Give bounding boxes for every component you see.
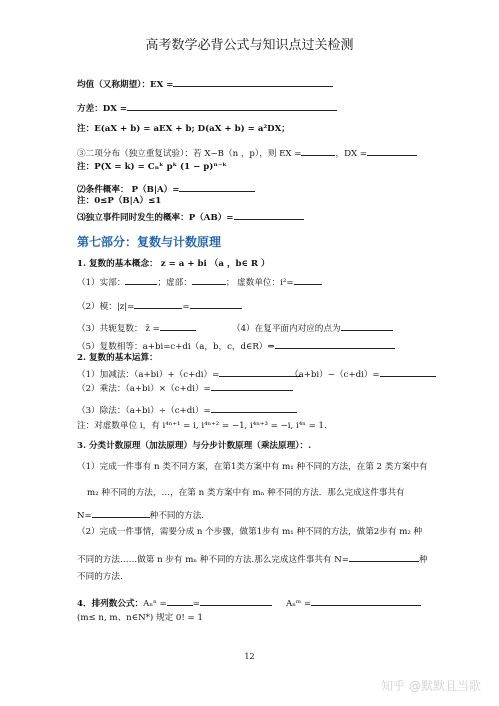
conditional-line bbox=[77, 182, 255, 196]
variance-line bbox=[77, 101, 337, 115]
section-heading: 第七部分：复数与计数原理 bbox=[77, 235, 222, 249]
imag-part-label: ；虚部： bbox=[157, 278, 192, 288]
modulus-line bbox=[77, 299, 242, 313]
conditional-label: ⑵条件概率： P（B|A）= bbox=[77, 185, 180, 195]
conjugate-label: （3）共轭复数： z̄ = bbox=[77, 324, 160, 334]
mean-label: 均值（又称期望）：EX = bbox=[77, 80, 174, 90]
answer-blank bbox=[275, 339, 395, 349]
complex-heading-1: 1. 复数的基本概念： z = a + bi （a ，b∈ R ） bbox=[77, 259, 270, 269]
add-line bbox=[77, 367, 301, 381]
add-label: （1）加减法：（a+bi）+（c+di）= bbox=[77, 370, 220, 380]
real-imag-line bbox=[77, 275, 322, 289]
div-line bbox=[77, 403, 297, 417]
imag-unit-label: ； 虚数单位：i²= bbox=[225, 278, 294, 288]
answer-blank bbox=[367, 146, 417, 156]
counting-p2-line2 bbox=[77, 552, 428, 566]
answer-blank bbox=[301, 146, 335, 156]
counting-p1-line2: m₂ 种不同的方法，…，在第 n 类方案中有 mₙ 种不同的方法．那么完成这件事共有 bbox=[87, 488, 405, 498]
answer-blank bbox=[294, 275, 322, 285]
answer-blank bbox=[160, 321, 196, 331]
permutation-m-line bbox=[286, 596, 421, 610]
answer-blank bbox=[341, 321, 393, 331]
ways-label: 种不同的方法. bbox=[149, 511, 205, 521]
answer-blank bbox=[125, 275, 157, 285]
answer-blank bbox=[380, 367, 436, 377]
independent-label: ⑶独立事件同时发生的概率：P（AB）= bbox=[77, 213, 234, 223]
answer-blank bbox=[173, 77, 333, 87]
equal-label: （5）复数相等：a+bi=c+di（a，b，c，d∈R）⇔ bbox=[77, 342, 275, 352]
mul-label: （2）乘法：（a+bi）×（c+di）= bbox=[77, 384, 211, 394]
independent-line bbox=[77, 210, 304, 224]
answer-blank bbox=[192, 275, 226, 285]
answer-blank bbox=[211, 381, 293, 391]
note-imag-unit: 注：对虚数单位 i，有 i⁴ⁿ⁺¹ = i, i⁴ⁿ⁺² = −1, i⁴ⁿ⁺³ = −i, i⁴ⁿ = 1. bbox=[77, 421, 327, 431]
sub-line bbox=[290, 367, 436, 381]
perm-eq: = bbox=[192, 599, 200, 609]
binomial-dx-label: ，DX = bbox=[335, 149, 368, 159]
binomial-line bbox=[77, 146, 417, 160]
perm-full-label: Aₙⁿ = bbox=[143, 599, 167, 609]
modulus-label: （2）模：|z|= bbox=[77, 302, 135, 312]
p2-label: 不同的方法……做第 n 步有 mₙ 种不同的方法.那么完成这件事共有 N= bbox=[77, 555, 349, 565]
counting-heading: 3. 分类计数原理（加法原理）与分步计数原理（乘法原理）：. bbox=[77, 441, 312, 451]
answer-blank bbox=[200, 596, 272, 606]
sub-label: （a+bi）−（c+di）= bbox=[290, 370, 380, 380]
n-label: N= bbox=[77, 511, 92, 521]
div-label: （3）除法：（a+bi）÷（c+di）= bbox=[77, 406, 211, 416]
permutation-condition: (m≤ n, m、n∈N*) 规定 0! = 1 bbox=[77, 613, 203, 623]
variance-label: 方差：DX = bbox=[77, 104, 128, 114]
page-number: 12 bbox=[244, 652, 255, 661]
perm-m-label: Aₙᵐ = bbox=[286, 599, 312, 609]
note-linear: 注：E(aX + b) = aEX + b; D(aX + b) = a²DX； bbox=[77, 124, 290, 134]
note-binomial: 注：P(X = k) = Cₙᵏ pᵏ (1 − p)ⁿ⁻ᵏ bbox=[77, 162, 227, 172]
answer-blank bbox=[134, 299, 182, 309]
permutation-line bbox=[77, 596, 272, 610]
answer-blank bbox=[127, 101, 337, 111]
answer-blank bbox=[190, 299, 242, 309]
mean-line bbox=[77, 77, 333, 91]
answer-blank bbox=[311, 596, 421, 606]
point-line bbox=[232, 321, 393, 335]
note-range: 注：0≤P（B|A）≤1 bbox=[77, 196, 162, 206]
answer-blank bbox=[234, 210, 304, 220]
p2-unit: 种 bbox=[418, 555, 428, 565]
page-title: 高考数学必背公式与知识点过关检测 bbox=[145, 38, 354, 53]
complex-heading-2: 2. 复数的基本运算： bbox=[77, 353, 158, 363]
real-part-label: （1）实部： bbox=[77, 278, 126, 288]
counting-p2-line3: 不同的方法. bbox=[77, 572, 123, 582]
answer-blank bbox=[349, 552, 419, 562]
equal-line bbox=[77, 339, 395, 353]
answer-blank bbox=[167, 596, 193, 606]
point-label: （4）在复平面内对应的点为 bbox=[232, 324, 341, 334]
mul-line bbox=[77, 381, 293, 395]
answer-blank bbox=[179, 182, 255, 192]
conjugate-line bbox=[77, 321, 196, 335]
answer-blank bbox=[92, 508, 150, 518]
counting-p1-line3 bbox=[77, 508, 204, 522]
permutation-heading: 4．排列数公式： bbox=[77, 599, 144, 609]
modulus-eq: = bbox=[182, 302, 190, 312]
watermark: 知乎 @默默且当歌 bbox=[381, 679, 481, 693]
counting-p1-line1: （1）完成一件事有 n 类不同方案，在第1类方案中有 m₁ 种不同的方法，在第 2 类方案中有 bbox=[77, 462, 428, 472]
answer-blank bbox=[211, 403, 297, 413]
counting-p2-line1: （2）完成一件事情，需要分成 n 个步骤，做第1步有 m₁ 种不同的方法，做第2步有 m₂ 种 bbox=[77, 527, 423, 537]
binomial-label: ③二项分布（独立重复试验）：若 X~B（n ，p），则 EX = bbox=[77, 149, 302, 159]
